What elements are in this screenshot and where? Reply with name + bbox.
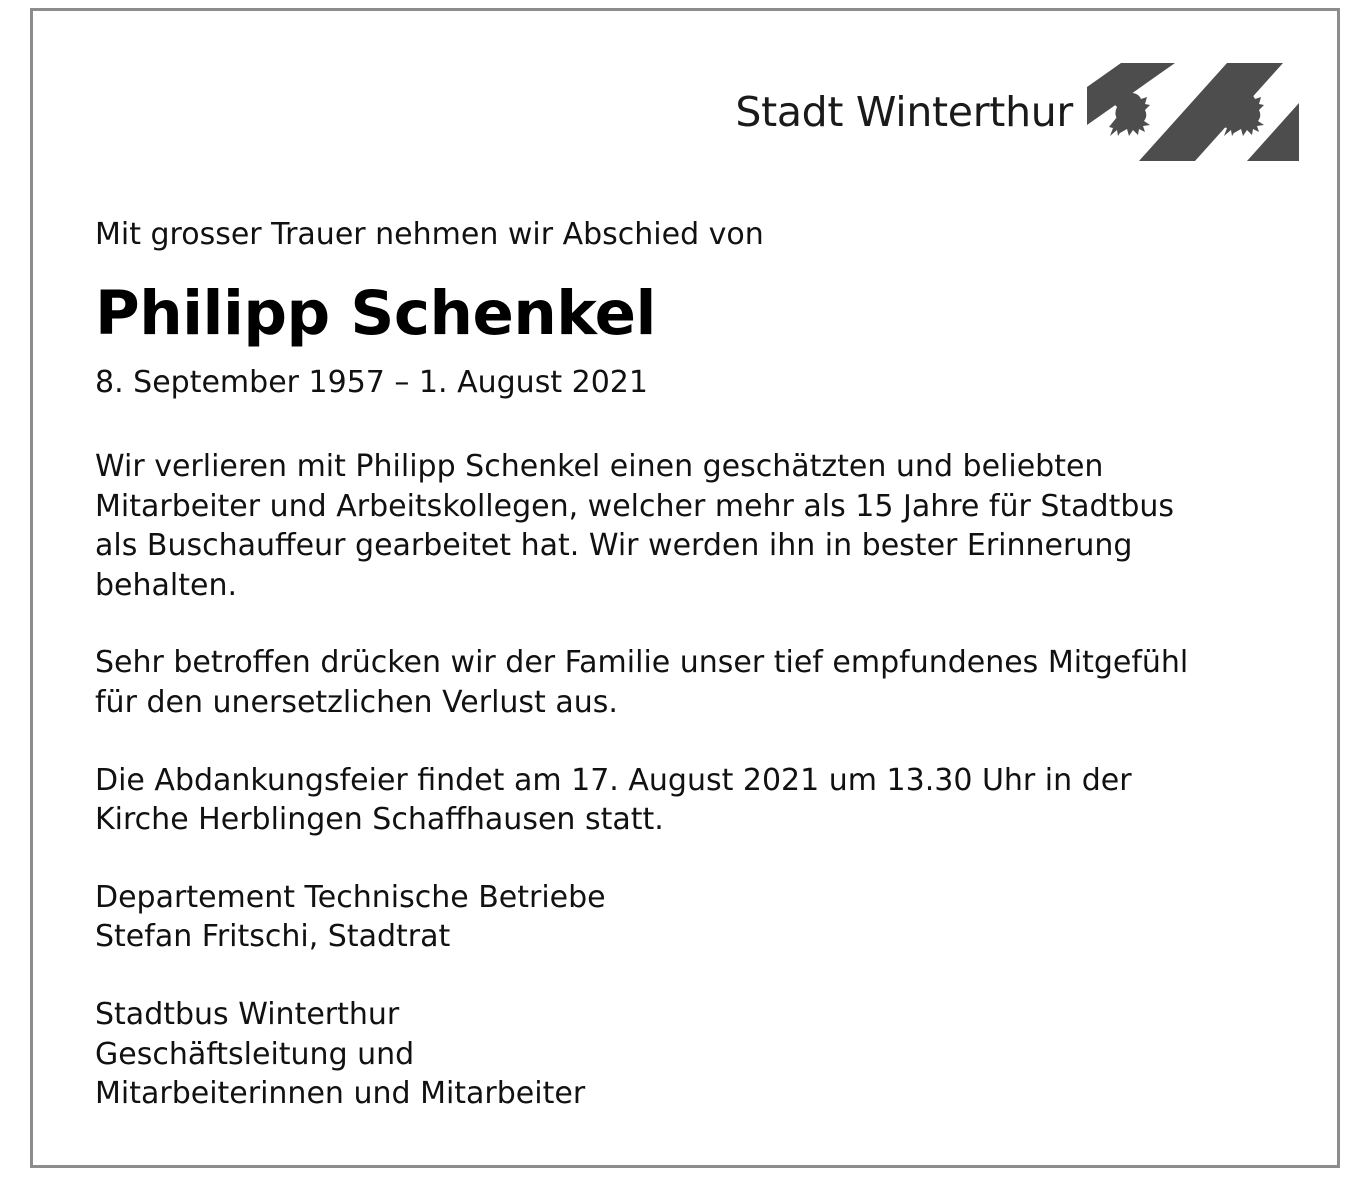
winterthur-coat-of-arms-icon	[1087, 63, 1299, 161]
signature-stadtbus-line-1: Stadtbus Winterthur	[95, 996, 400, 1032]
deceased-name: Philipp Schenkel	[95, 277, 656, 349]
intro-text: Mit grosser Trauer nehmen wir Abschied von	[95, 217, 764, 252]
brand-logo-text: Stadt Winterthur	[735, 88, 1073, 136]
funeral-details-paragraph-3: Die Abdankungsfeier findet am 17. August 2021 um 13.30 Uhr in der Kirche Herblingen Schaffhausen statt.	[95, 762, 1132, 838]
condolence-paragraph-2: Sehr betroffen drücken wir der Familie unser tief empfundenes Mitgefühl für den unersetzlichen Verlust aus.	[95, 645, 1189, 721]
obituary-content	[95, 216, 1277, 1114]
signature-stadtbus-line-2: Geschäftsleitung und	[95, 1036, 415, 1072]
signature-department-line-1: Departement Technische Betriebe	[95, 879, 606, 915]
obituary-notice-card	[30, 8, 1340, 1168]
signature-stadtbus	[95, 995, 1277, 1114]
signature-department	[95, 878, 1277, 957]
signature-stadtbus-line-3: Mitarbeiterinnen und Mitarbeiter	[95, 1076, 586, 1112]
life-dates: 8. September 1957 – 1. August 2021	[95, 364, 648, 400]
tribute-paragraph-1: Wir verlieren mit Philipp Schenkel einen geschätzten und beliebten Mitarbeiter und Arbeitskollegen, welcher mehr als 15 Jahre für Stadtbus als Buschauffeur gearbeitet hat. Wir werden ihn in bester Erinnerung behalten.	[95, 449, 1175, 603]
signature-department-line-2: Stefan Fritschi, Stadtrat	[95, 919, 451, 955]
brand-logo	[735, 63, 1299, 161]
